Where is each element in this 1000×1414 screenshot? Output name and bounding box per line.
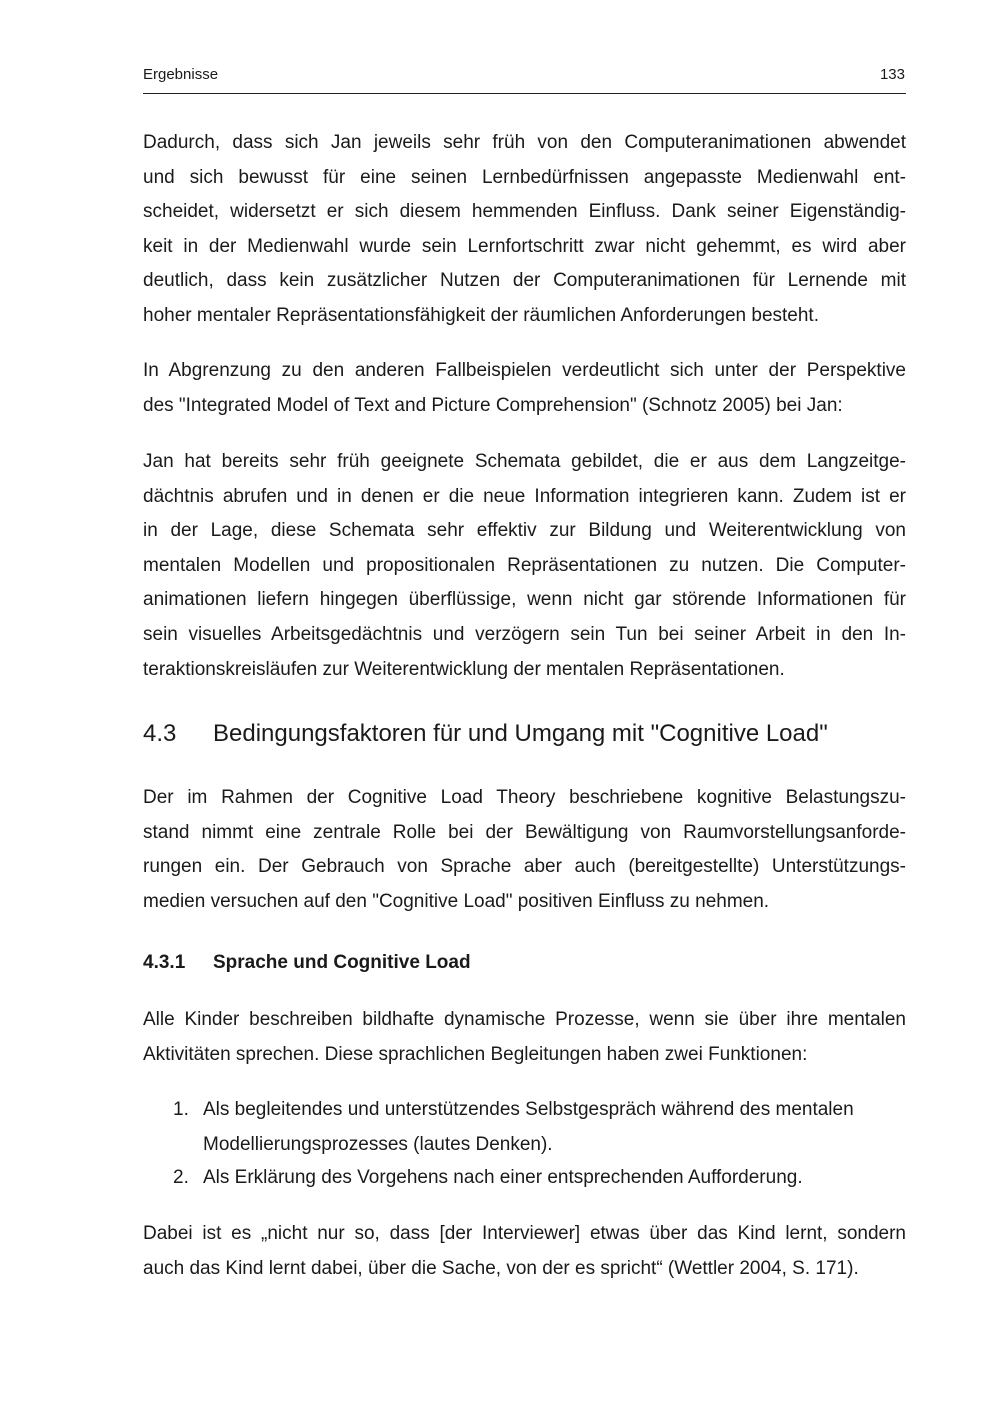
text-line: Jan hat bereits sehr früh geeignete Schemata gebildet, die er aus dem Langzeitge- — [143, 451, 906, 472]
text-line: deutlich, dass kein zusätzlicher Nutzen der Computeranimationen für Lernende mit — [143, 270, 906, 292]
text-line: rungen ein. Der Gebrauch von Sprache aber auch (bereitgestellte) Unterstützungs- — [143, 856, 906, 878]
text-line: in der Lage, diese Schemata sehr effektiv zur Bildung und Weiterentwicklung von — [143, 520, 906, 542]
list-text — [203, 1161, 803, 1196]
subsection-title: Sprache und Cognitive Load — [213, 952, 471, 973]
text-line: medien versuchen auf den "Cognitive Load" positiven Einfluss zu nehmen. — [143, 890, 770, 912]
section-heading — [143, 720, 828, 748]
subsection-heading — [143, 952, 471, 974]
text-line: des "Integrated Model of Text and Picture Comprehension" (Schnotz 2005) bei Jan: — [143, 394, 843, 416]
text-line: Dadurch, dass sich Jan jeweils sehr früh von den Computeranimationen abwendet — [143, 132, 906, 153]
text-line: Der im Rahmen der Cognitive Load Theory beschriebene kognitive Belastungszu- — [143, 787, 906, 808]
paragraph — [143, 354, 906, 423]
text-line: Aktivitäten sprechen. Diese sprachlichen Begleitungen haben zwei Funktionen: — [143, 1043, 808, 1065]
text-line: scheidet, widersetzt er sich diesem hemmenden Einfluss. Dank seiner Eigenständig- — [143, 201, 906, 223]
section-title: Bedingungsfaktoren für und Umgang mit "Cognitive Load" — [213, 720, 828, 747]
list-number: 1. — [173, 1099, 189, 1120]
paragraph — [143, 445, 906, 687]
text-line: hoher mentaler Repräsentationsfähigkeit der räumlichen Anforderungen besteht. — [143, 304, 819, 326]
list-number: 2. — [173, 1167, 189, 1188]
text-line: animationen liefern hingegen überflüssige, wenn nicht gar störende Informationen für — [143, 589, 906, 611]
text-line: In Abgrenzung zu den anderen Fallbeispielen verdeutlicht sich unter der Perspektive — [143, 360, 906, 381]
text-line: Alle Kinder beschreiben bildhafte dynamische Prozesse, wenn sie über ihre mentalen — [143, 1009, 906, 1030]
text-line: Dabei ist es „nicht nur so, dass [der Interviewer] etwas über das Kind lernt, sondern — [143, 1223, 906, 1244]
paragraph — [143, 1003, 906, 1072]
header-rule — [143, 93, 906, 94]
section-number: 4.3 — [143, 720, 177, 747]
text-line: sein visuelles Arbeitsgedächtnis und verzögern sein Tun bei seiner Arbeit in den In- — [143, 623, 906, 645]
list-text — [203, 1093, 854, 1162]
running-header: Ergebnisse — [143, 66, 219, 83]
text-line: Modellierungsprozesses (lautes Denken). — [203, 1133, 553, 1155]
text-line: dächtnis abrufen und in denen er die neue Information integrieren kann. Zudem ist er — [143, 485, 906, 507]
paragraph — [143, 1217, 906, 1286]
text-line: auch das Kind lernt dabei, über die Sache, von der es spricht“ (Wettler 2004, S. 171). — [143, 1257, 859, 1279]
subsection-number: 4.3.1 — [143, 952, 186, 973]
paragraph — [143, 126, 906, 334]
text-line: stand nimmt eine zentrale Rolle bei der Bewältigung von Raumvorstellungsanforde- — [143, 821, 906, 843]
text-line: Als begleitendes und unterstützendes Selbstgespräch während des mentalen — [203, 1099, 854, 1120]
text-line: Als Erklärung des Vorgehens nach einer entsprechenden Aufforderung. — [203, 1167, 803, 1188]
paragraph — [143, 781, 906, 919]
text-line: und sich bewusst für eine seinen Lernbedürfnissen angepasste Medienwahl ent- — [143, 166, 906, 188]
text-line: mentalen Modellen und propositionalen Repräsentationen zu nutzen. Die Computer- — [143, 554, 906, 576]
text-line: teraktionskreisläufen zur Weiterentwicklung der mentalen Repräsentationen. — [143, 658, 785, 680]
page-number: 133 — [879, 66, 905, 83]
text-line: keit in der Medienwahl wurde sein Lernfortschritt zwar nicht gehemmt, es wird aber — [143, 235, 906, 257]
